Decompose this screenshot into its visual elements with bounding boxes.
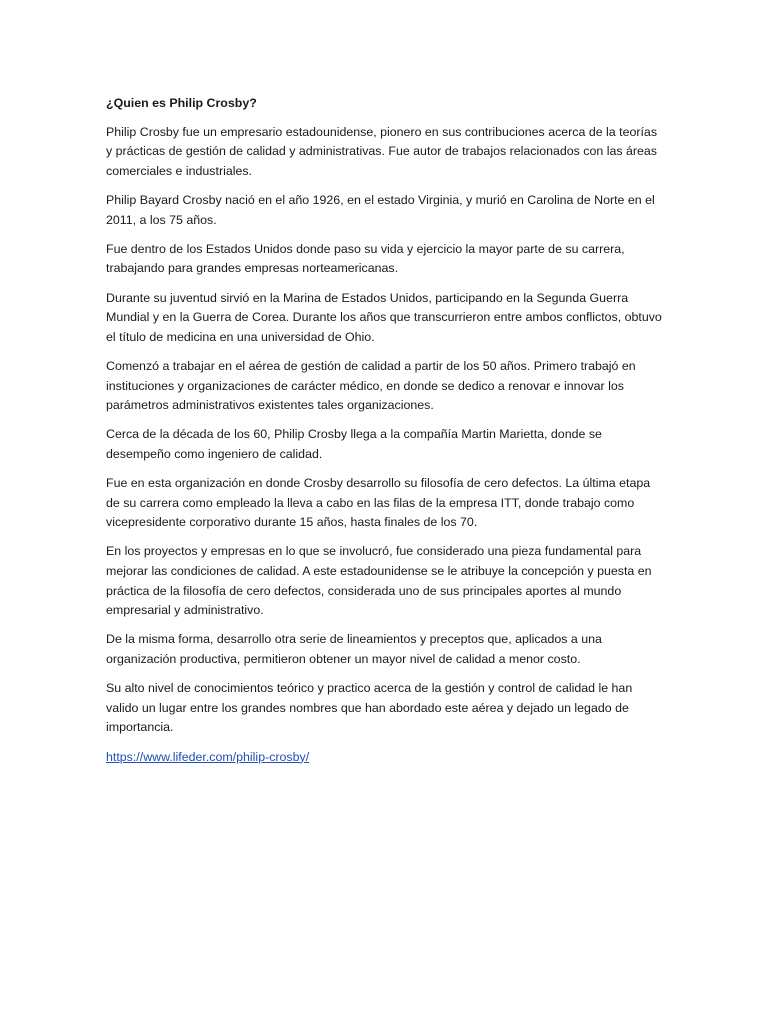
source-link[interactable]: https://www.lifeder.com/philip-crosby/ [106, 749, 310, 764]
paragraph-9: De la misma forma, desarrollo otra serie de lineamientos y preceptos que, aplicados a una organización productiva, permitieron obtener un mayor nivel de calidad a menor costo. [106, 632, 602, 666]
paragraph-4: Durante su juventud sirvió en la Marina de Estados Unidos, participando en la Segunda Guerra Mundial y en la Guerra de Corea. Durante los años que transcurrieron entre ambos conflictos, obtuvo el título de medicina en una universidad de Ohio. [106, 290, 662, 344]
document-page [106, 94, 666, 777]
paragraph-7: Fue en esta organización en donde Crosby desarrollo su filosofía de cero defectos. La última etapa de su carrera como empleado la lleva a cabo en las filas de la empresa ITT, donde trabajo como vicepresidente corporativo durante 15 años, hasta finales de los 70. [106, 476, 651, 530]
source-link-line [106, 748, 666, 768]
paragraph-10: Su alto nivel de conocimientos teórico y practico acerca de la gestión y control de calidad le han valido un lugar entre los grandes nombres que han abordado este aérea y dejado un legado de importancia. [106, 681, 633, 735]
document-title: ¿Quien es Philip Crosby? [106, 96, 257, 110]
paragraph-2: Philip Bayard Crosby nació en el año 1926, en el estado Virginia, y murió en Carolina de Norte en el 2011, a los 75 años. [106, 192, 655, 227]
paragraph-3: Fue dentro de los Estados Unidos donde paso su vida y ejercicio la mayor parte de su carrera, trabajando para grandes empresas norteamericanas. [106, 241, 625, 276]
paragraph-8: En los proyectos y empresas en lo que se involucró, fue considerado una pieza fundamental para mejorar las condiciones de calidad. A este estadounidense se le atribuye la concepción y puesta en práctica de la filosofía de cero defectos, considerada uno de sus principales aportes al mundo empresarial y administrativo. [106, 544, 652, 618]
paragraph-6: Cerca de la década de los 60, Philip Crosby llega a la compañía Martin Marietta, donde se desempeño como ingeniero de calidad. [106, 427, 602, 461]
paragraph-5: Comenzó a trabajar en el aérea de gestión de calidad a partir de los 50 años. Primero trabajó en instituciones y organizaciones de carácter médico, en donde se dedico a renovar e innovar los parámetros administrativos existentes tales organizaciones. [106, 358, 636, 413]
paragraph-1: Philip Crosby fue un empresario estadounidense, pionero en sus contribuciones acerca de la teorías y prácticas de gestión de calidad y administrativas. Fue autor de trabajos relacionados con las áreas comerciales e industriales. [106, 124, 658, 178]
